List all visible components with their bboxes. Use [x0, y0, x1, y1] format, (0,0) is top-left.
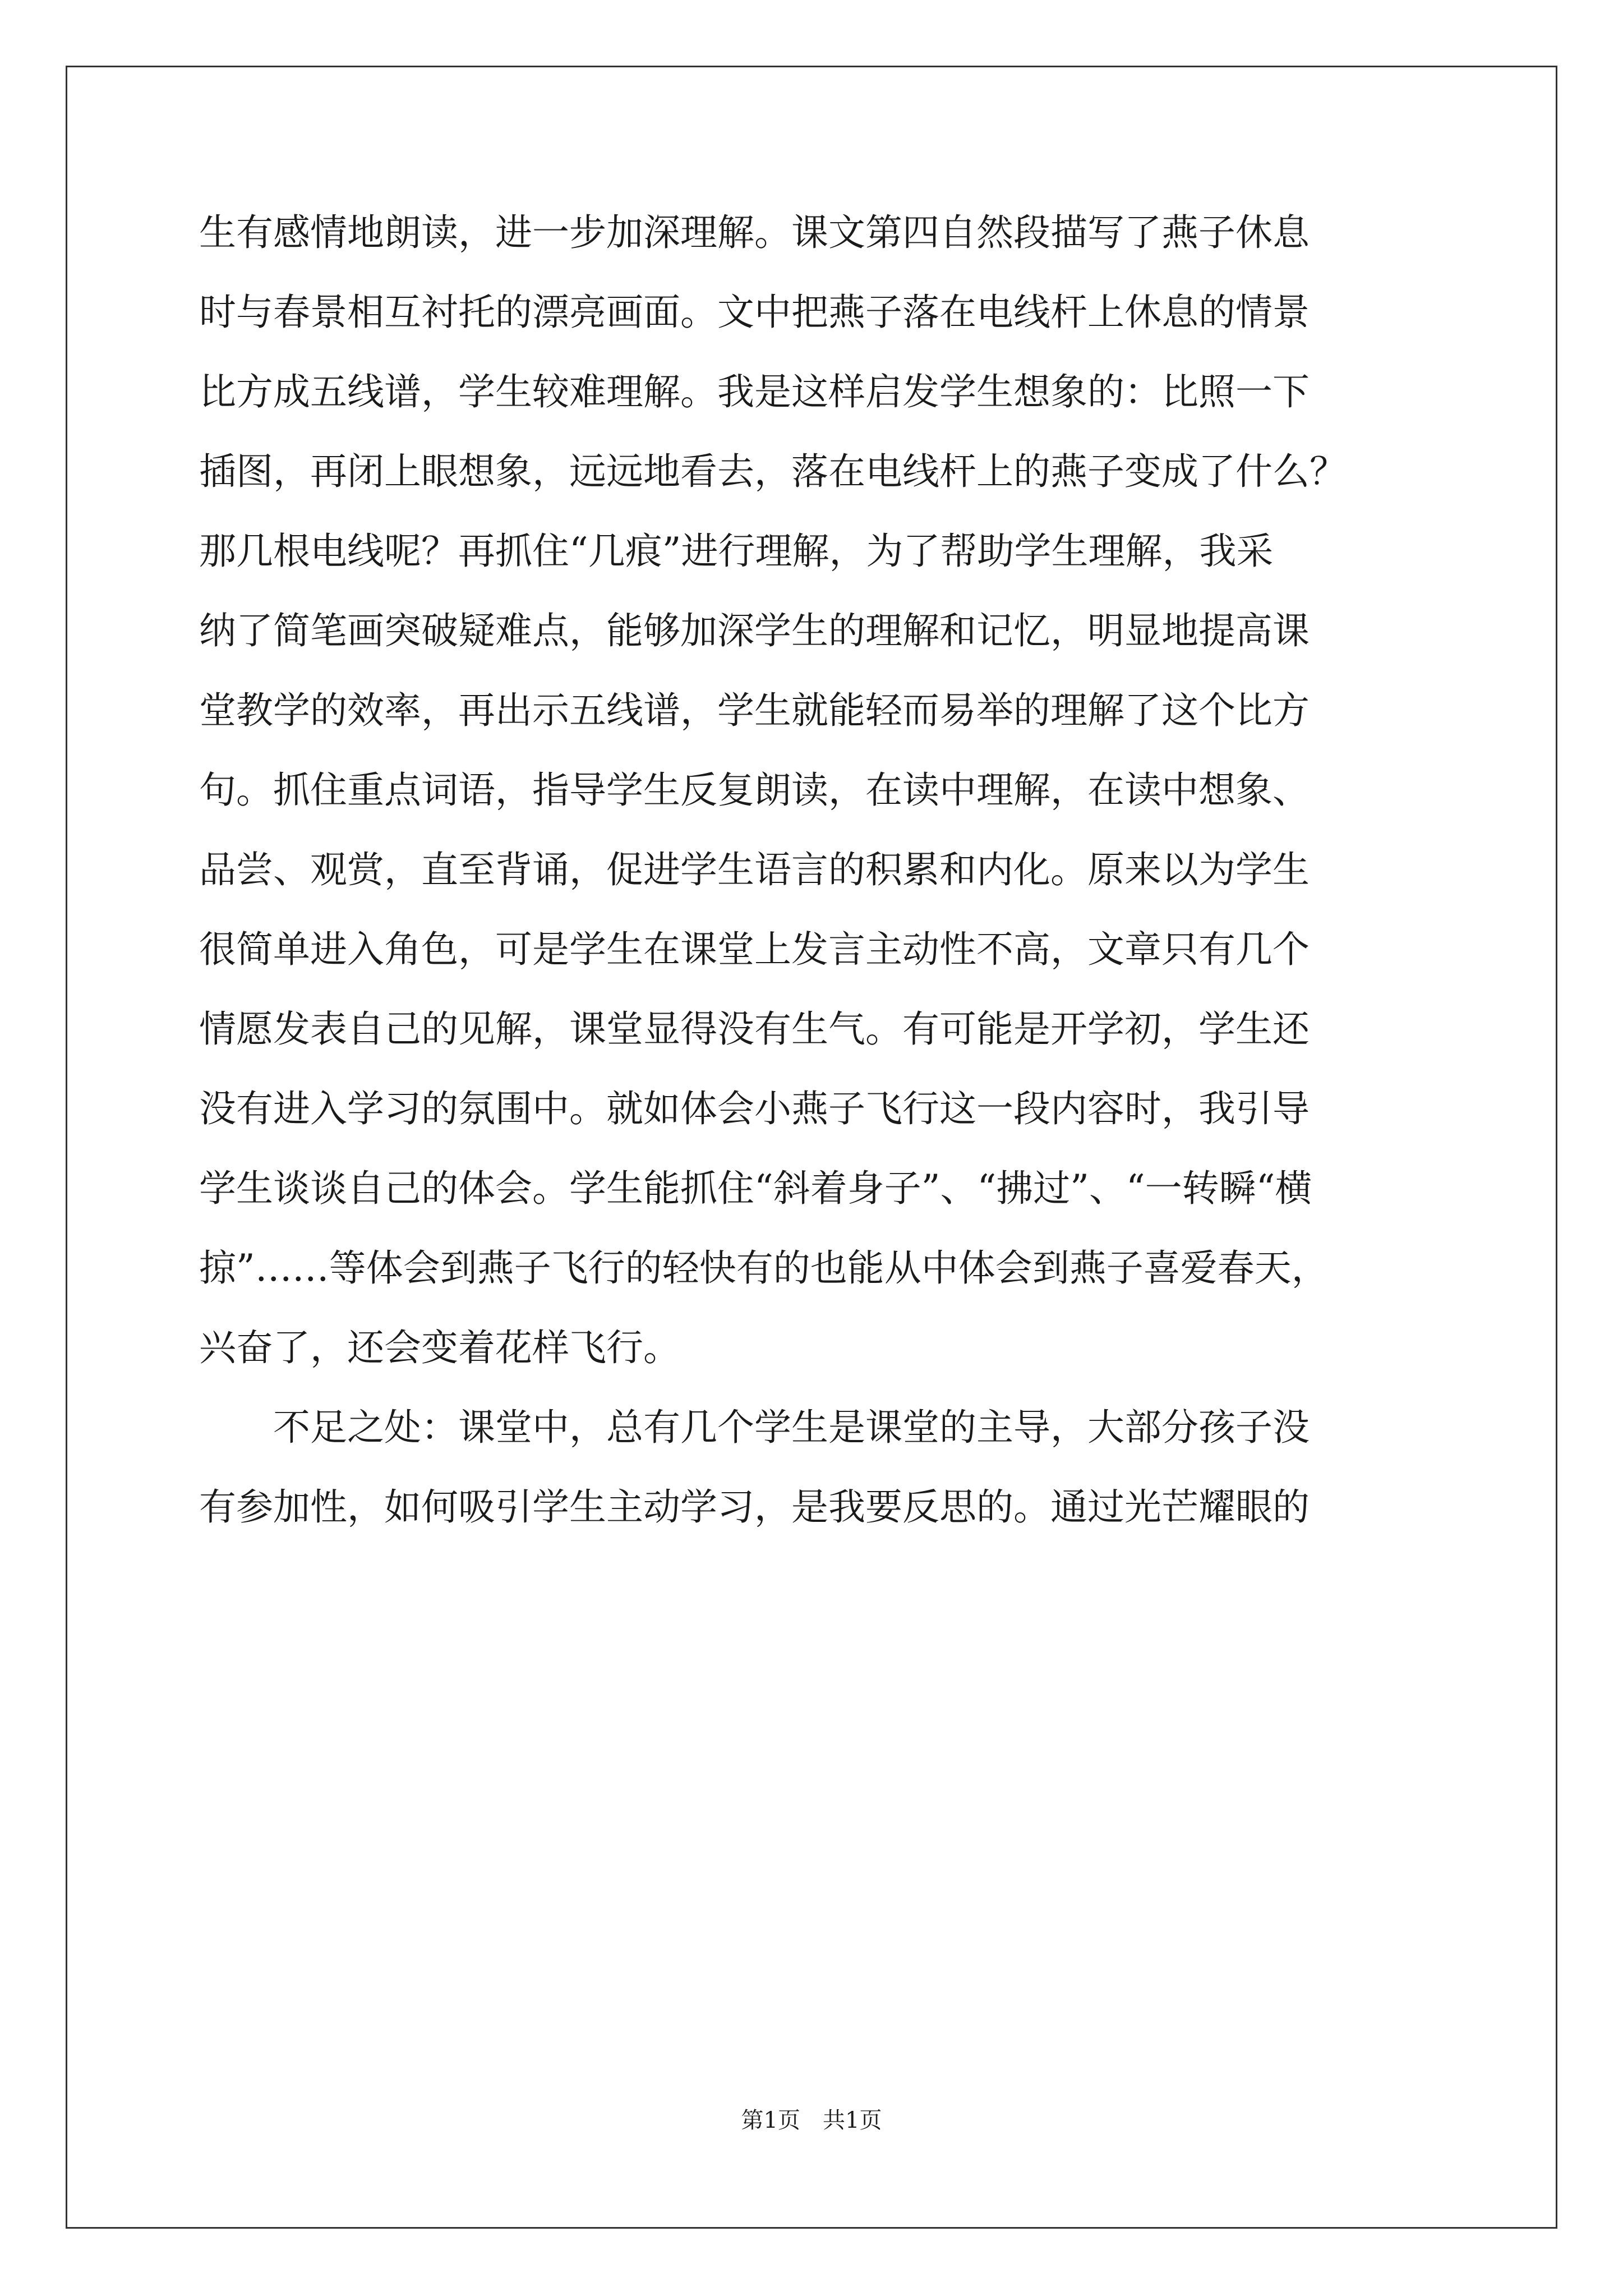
text-line: 学生谈谈自己的体会。学生能抓住“斜着身子”、“拂过”、“一转瞬“横 — [199, 1167, 1312, 1210]
text-line: 时与春景相互衬托的漂亮画面。文中把燕子落在电线杆上休息的情景 — [199, 291, 1310, 334]
text-line: 句。抓住重点词语，指导学生反复朗读，在读中理解，在读中想象、 — [199, 769, 1310, 812]
text-line: 不足之处：课堂中，总有几个学生是课堂的主导，大部分孩子没 — [199, 1406, 1310, 1449]
text-line: 插图，再闭上眼想象，远远地看去，落在电线杆上的燕子变成了什么？ — [199, 450, 1347, 493]
text-line: 纳了简笔画突破疑难点，能够加深学生的理解和记忆，明显地提高课 — [199, 609, 1310, 652]
text-line: 那几根电线呢？再抓住“几痕”进行理解，为了帮助学生理解，我采 — [199, 530, 1274, 573]
text-line: 情愿发表自己的见解，课堂显得没有生气。有可能是开学初，学生还 — [199, 1007, 1310, 1051]
text-line: 兴奋了，还会变着花样飞行。 — [199, 1326, 680, 1369]
text-line: 很简单进入角色，可是学生在课堂上发言主动性不高，文章只有几个 — [199, 928, 1310, 971]
text-line: 没有进入学习的氛围中。就如体会小燕子飞行这一段内容时，我引导 — [199, 1087, 1310, 1130]
text-line: 比方成五线谱，学生较难理解。我是这样启发学生想象的：比照一下 — [199, 370, 1310, 413]
page-number-footer: 第1页 共1页 — [741, 2108, 882, 2133]
text-line: 堂教学的效率，再出示五线谱，学生就能轻而易举的理解了这个比方 — [199, 689, 1310, 732]
text-line: 掠”……等体会到燕子飞行的轻快有的也能从中体会到燕子喜爱春天， — [199, 1246, 1329, 1290]
text-line: 有参加性，如何吸引学生主动学习，是我要反思的。通过光芒耀眼的 — [199, 1485, 1310, 1529]
text-line: 生有感情地朗读，进一步加深理解。课文第四自然段描写了燕子休息 — [199, 211, 1310, 254]
text-line: 品尝、观赏，直至背诵，促进学生语言的积累和内化。原来以为学生 — [199, 848, 1310, 891]
